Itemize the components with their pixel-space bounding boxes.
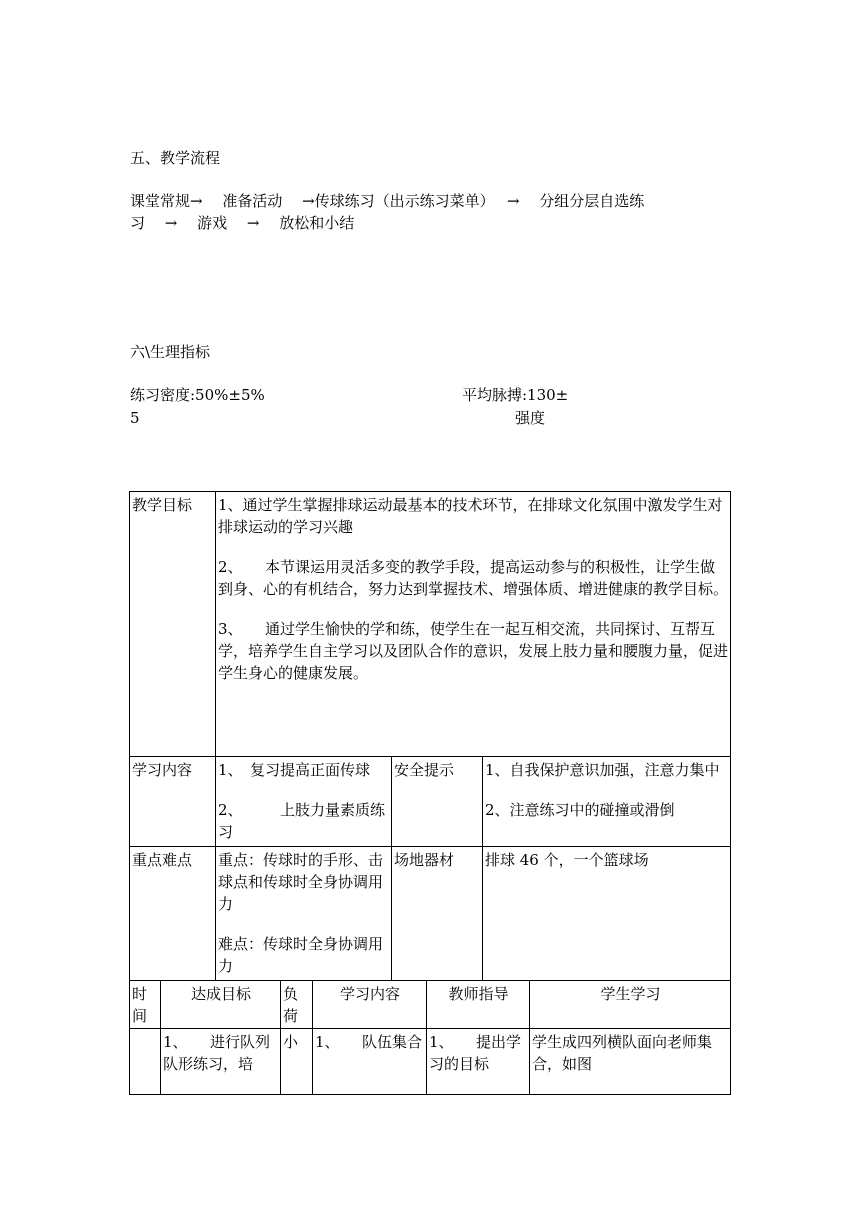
venue-label: 场地器材 [392,847,483,981]
content-item-2: 2、 上肢力量素质练习 [218,801,386,841]
section5-heading: 五、教学流程 [130,149,221,167]
plan-header-row [130,981,731,1029]
content-item-1: 1、 复习提高正面传球 [218,761,371,779]
practice-density: 练习密度:50%±5% [130,386,265,404]
row-time [130,1029,161,1095]
safety-label: 安全提示 [392,757,483,847]
row-target: 1、 进行队列队形练习，培 [161,1029,281,1095]
content-row [130,757,731,847]
info-table [129,491,731,981]
goal-item-2: 2、 本节课运用灵活多变的教学手段，提高运动参与的积极性，让学生做到身、心的有机结合，努力达到掌握技术、增强体质、增进健康的教学目标。 [218,558,729,598]
flow-line-2: 习 → 游戏 → 放松和小结 [130,214,355,232]
content-label: 学习内容 [130,757,216,847]
key-point: 重点：传球时的手形、击球点和传球时全身协调用力 [218,851,384,913]
safety-item-1: 1、自我保护意识加强，注意力集中 [485,761,720,779]
average-pulse: 平均脉搏:130± [462,386,569,404]
header-teacher: 教师指导 [427,981,530,1029]
goal-item-3: 3、 通过学生愉快的学和练，使学生在一起互相交流，共同探讨、互帮互学，培养学生自主学习以及团队合作的意识，发展上肢力量和腰腹力量，促进学生身心的健康发展。 [218,620,729,682]
header-content: 学习内容 [313,981,427,1029]
key-cell [216,847,392,981]
row-load: 小 [281,1029,313,1095]
venue-value: 排球 46 个，一个篮球场 [483,847,731,981]
key-row [130,847,731,981]
header-time: 时间 [130,981,161,1029]
flow-line-1: 课堂常规→ 准备活动 →传球练习（出示练习菜单） → 分组分层自选练 [130,192,645,210]
header-student: 学生学习 [530,981,731,1029]
row-teacher: 1、 提出学习的目标 [427,1029,530,1095]
intensity-label: 强度 [515,409,546,427]
difficulty-point: 难点：传球时全身协调用力 [218,935,384,975]
header-target: 达成目标 [161,981,281,1029]
safety-cell [483,757,731,847]
goal-item-1: 1、通过学生掌握排球运动最基本的技术环节，在排球文化氛围中激发学生对排球运动的学习兴趣 [218,496,723,536]
key-label: 重点难点 [130,847,216,981]
average-pulse-continued: 5 [130,409,140,427]
content-cell [216,757,392,847]
header-load: 负荷 [281,981,313,1029]
plan-row [130,1029,731,1095]
plan-table [129,980,731,1095]
row-content: 1、 队伍集合 [313,1029,427,1095]
goal-label: 教学目标 [130,492,216,757]
goal-cell [216,492,731,757]
goal-row [130,492,731,757]
row-student: 学生成四列横队面向老师集合，如图 [530,1029,731,1095]
section6-heading: 六\生理指标 [130,343,211,361]
safety-item-2: 2、注意练习中的碰撞或滑倒 [485,801,675,819]
